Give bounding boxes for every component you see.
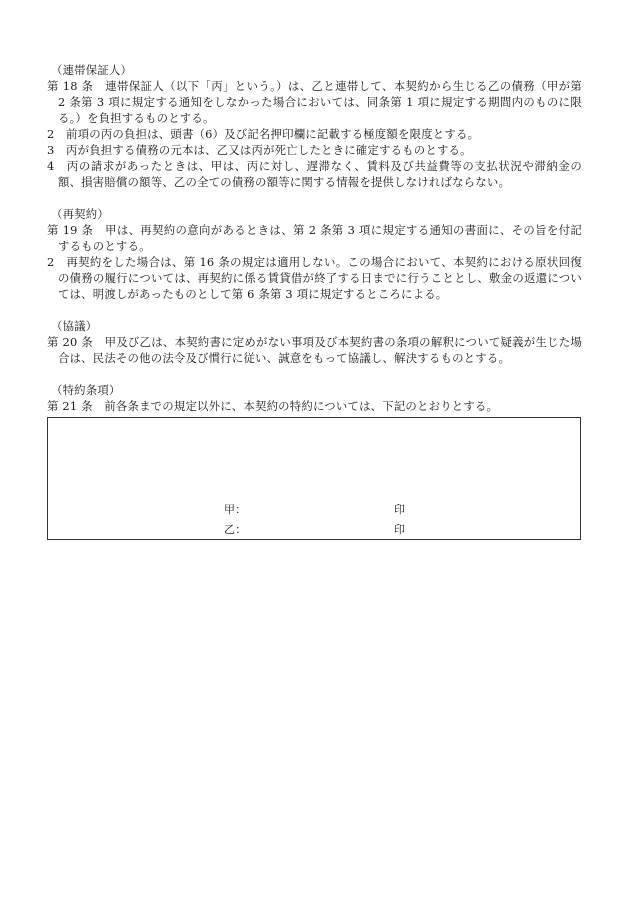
article-18-clause-4: 4 丙の請求があったときは、甲は、丙に対し、遅滞なく、賃料及び共益費等の支払状況や滞納金の額、損害賠償の額等、乙の全ての債務の額等に関する情報を提供しなければならない。 bbox=[47, 159, 582, 189]
article-19-clause-2: 2 再契約をした場合は、第 16 条の規定は適用しない。この場合において、本契約における原状回復の債務の履行については、再契約に係る賃貸借が終了する日までに行うこととし、敷金の返還については、明渡しがあったものとして第 6 条第 3 項に規定するところによる。 bbox=[47, 255, 582, 301]
section-heading-special-terms: （特約条項） bbox=[51, 383, 121, 397]
party-a-seal: 印 bbox=[394, 503, 406, 516]
document-page bbox=[47, 62, 582, 540]
section-heading-consultation: （協議） bbox=[51, 319, 98, 333]
party-a-label: 甲： bbox=[224, 503, 247, 516]
section-heading-recontract: （再契約） bbox=[51, 207, 109, 221]
special-terms-box bbox=[47, 417, 581, 540]
article-18-clause-3: 3 丙が負担する債務の元本は、乙又は丙が死亡したときに確定するものとする。 bbox=[47, 143, 472, 157]
section-heading-guarantor: （連帯保証人） bbox=[51, 63, 133, 77]
party-b-seal: 印 bbox=[394, 523, 406, 536]
article-21: 第 21 条 前各条までの規定以外に、本契約の特約については、下記のとおりとする。 bbox=[47, 399, 499, 413]
article-18: 第 18 条 連帯保証人（以下「丙」という。）は、乙と連帯して、本契約から生じる乙の債務（甲が第 2 条第 3 項に規定する通知をしなかった場合においては、同条第 1 項に規定する期間内のものに限る。）を負担するものとする。 bbox=[47, 79, 582, 125]
article-18-clause-2: 2 前項の丙の負担は、頭書（6）及び記名押印欄に記載する極度額を限度とする。 bbox=[47, 127, 480, 141]
article-20: 第 20 条 甲及び乙は、本契約書に定めがない事項及び本契約書の条項の解釈について疑義が生じた場合は、民法その他の法令及び慣行に従い、誠意をもって協議し、解決するものとする。 bbox=[47, 335, 582, 365]
party-b-label: 乙： bbox=[224, 523, 247, 536]
article-19: 第 19 条 甲は、再契約の意向があるときは、第 2 条第 3 項に規定する通知の書面に、その旨を付記するものとする。 bbox=[47, 223, 582, 253]
